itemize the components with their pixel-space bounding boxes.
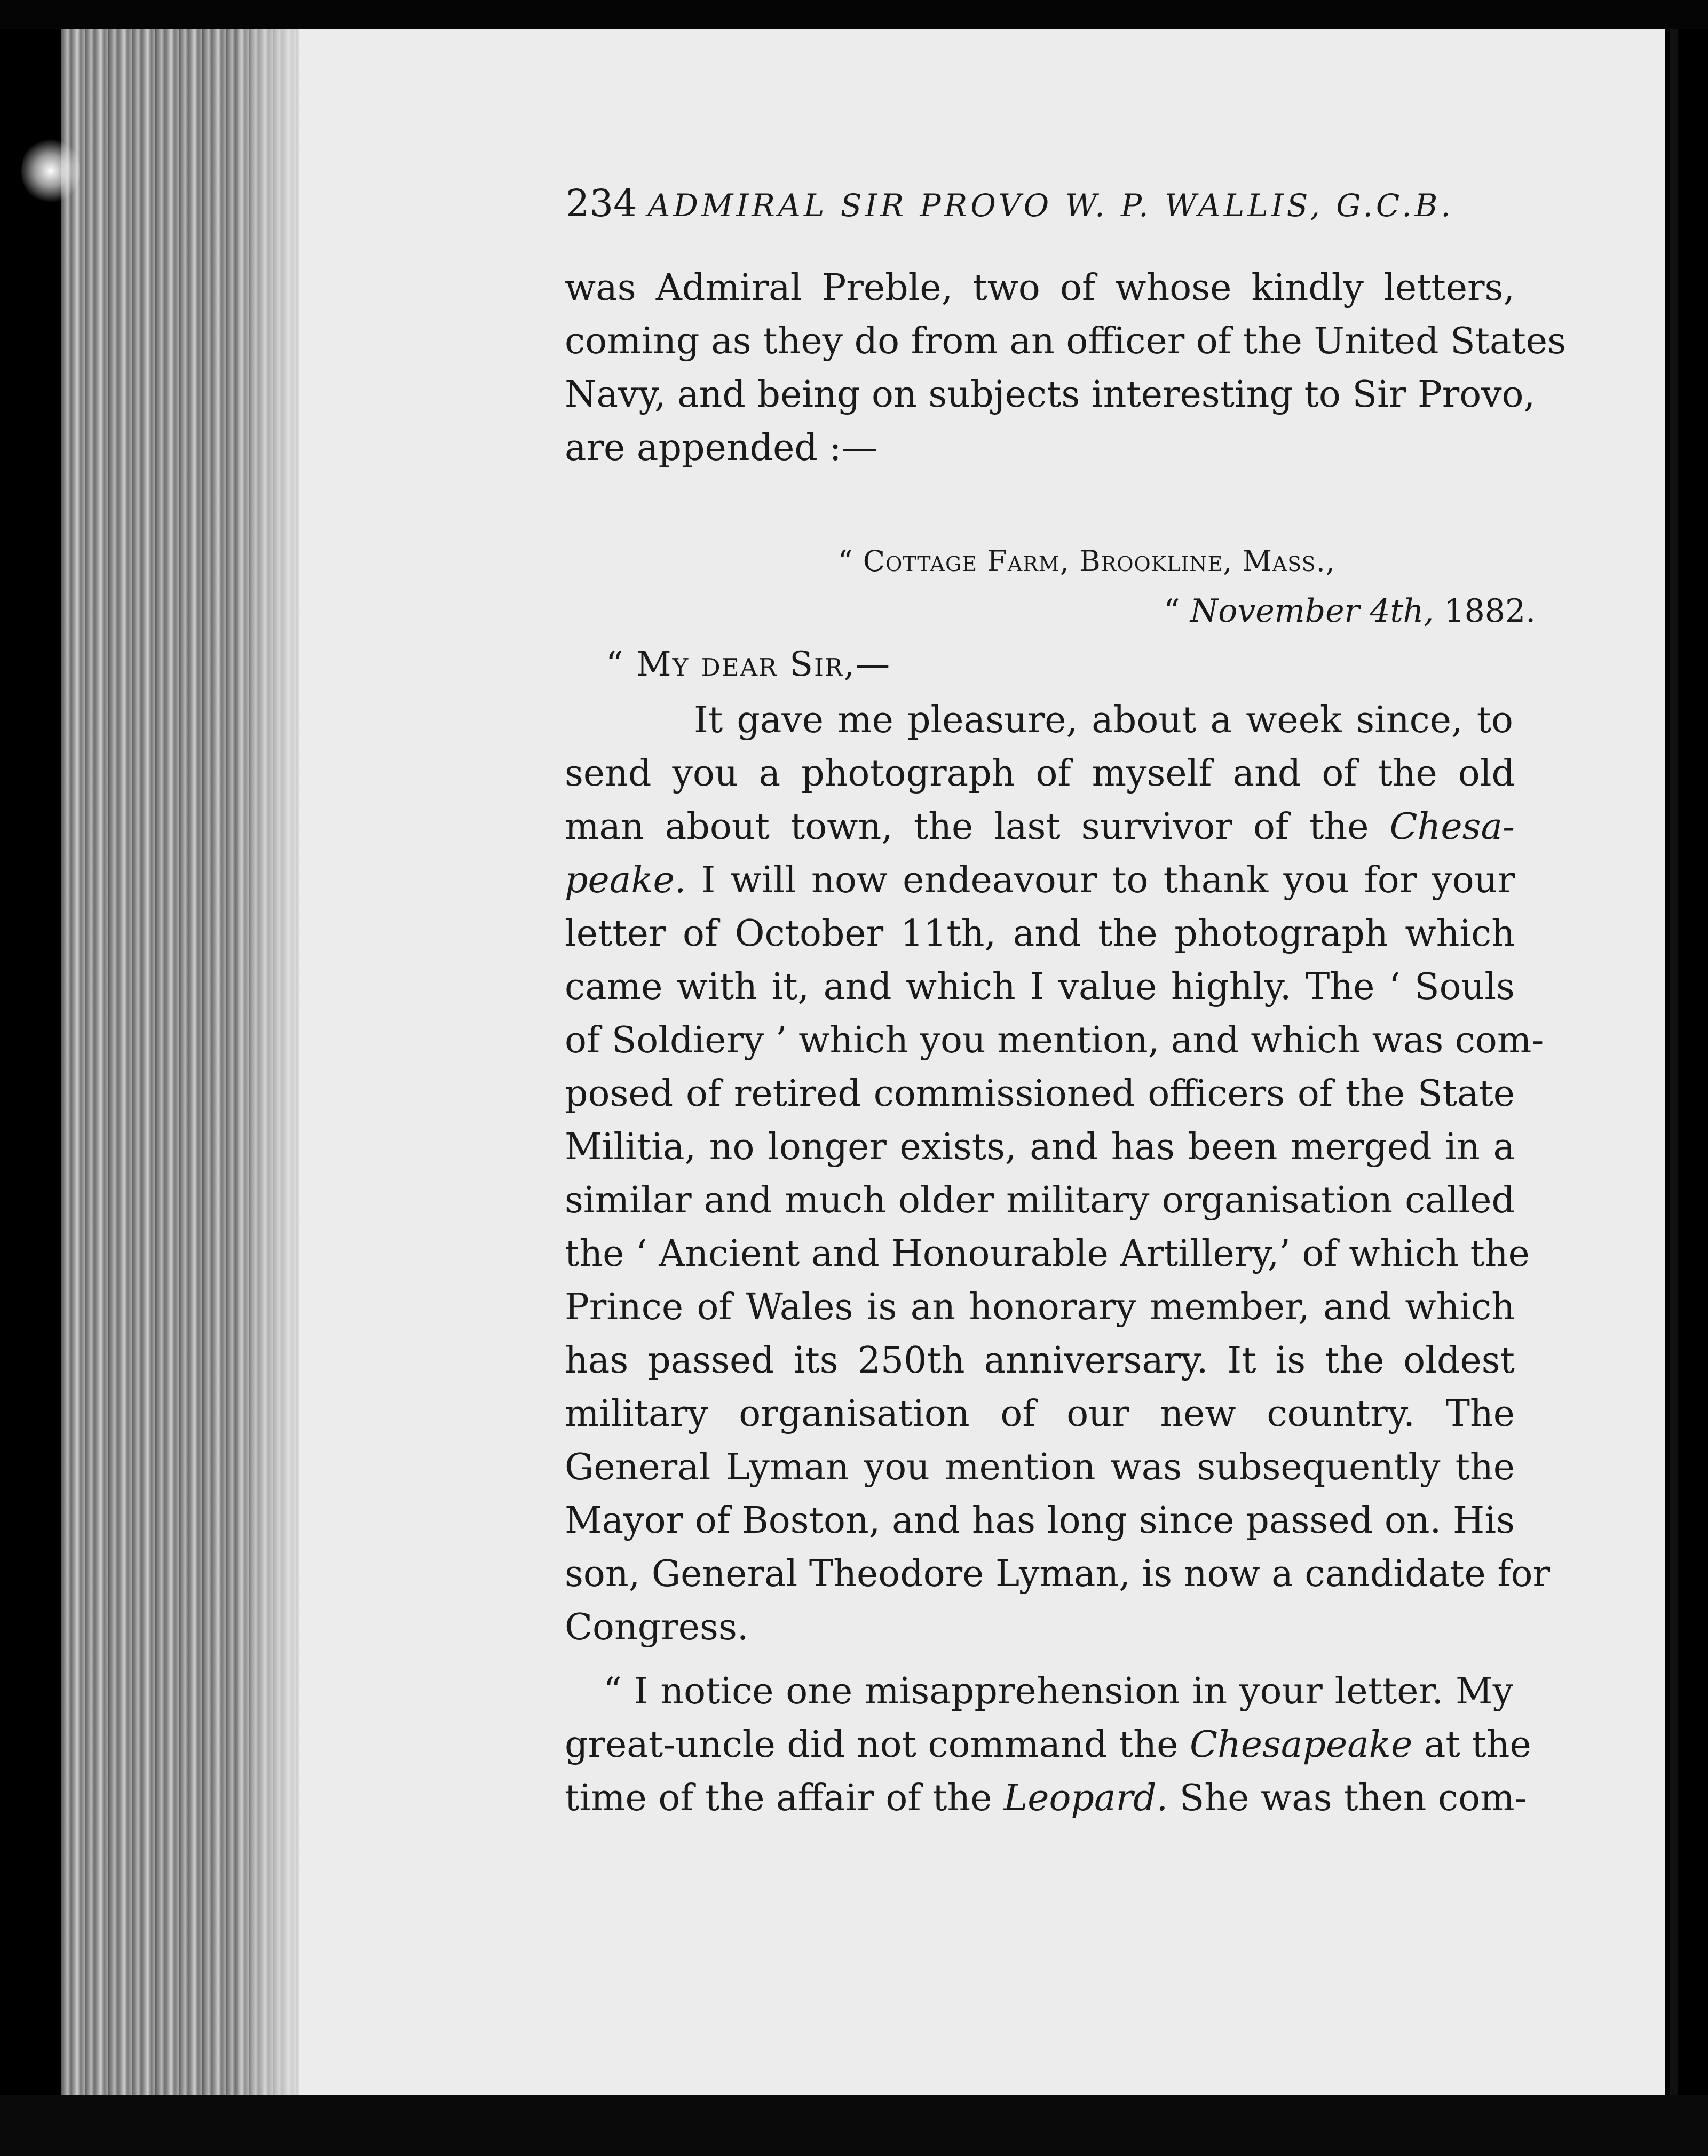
para2-line-2-text: great-uncle did not command the: [565, 1724, 1179, 1766]
intro-line-1: was Admiral Preble, two of whose kindly letters,: [565, 267, 1515, 309]
para2-line-3-text: time of the affair of the: [565, 1777, 992, 1819]
para1-line-1: It gave me pleasure, about a week since, to: [694, 699, 1513, 741]
para2-line-3: [565, 1777, 1527, 1819]
para1-line-10: similar and much older military organisation called: [565, 1179, 1515, 1222]
para1-line-2: send you a photograph of myself and of the old: [565, 752, 1515, 795]
letter-date: [1164, 592, 1536, 630]
para2-line-3-italic: Leopard.: [1003, 1777, 1168, 1819]
para1-line-14: military organisation of our new country. The: [565, 1393, 1515, 1435]
para1-line-9: Militia, no longer exists, and has been merged in a: [565, 1126, 1515, 1168]
page-stack-edge: [61, 29, 312, 2095]
para1-line-12: Prince of Wales is an honorary member, and which: [565, 1286, 1515, 1328]
para1-line-4: [565, 859, 1515, 901]
para2-line-2-end: at the: [1424, 1724, 1531, 1766]
film-border-top: [0, 0, 1708, 29]
date-day: November 4th,: [1190, 592, 1434, 630]
para1-line-18: Congress.: [565, 1606, 749, 1648]
running-title: ADMIRAL SIR PROVO W. P. WALLIS, G.C.B.: [647, 187, 1454, 224]
para1-line-7: of Soldiery ’ which you mention, and which was com-: [565, 1019, 1544, 1061]
para1-line-4-italic: peake.: [565, 859, 686, 901]
letter-address: “ Cottage Farm, Brookline, Mass.,: [838, 544, 1336, 578]
para2-line-2-italic: Chesapeake: [1189, 1724, 1413, 1766]
para2-line-3-end: She was then com-: [1179, 1777, 1527, 1819]
para1-line-3-text: man about town, the last survivor of the: [565, 806, 1369, 848]
para1-line-11: the ‘ Ancient and Honourable Artillery,’ of which the: [565, 1233, 1530, 1275]
para1-line-4-text: I will now endeavour to thank you for your: [701, 859, 1515, 901]
date-prefix: “: [1164, 592, 1180, 630]
intro-line-2: coming as they do from an officer of the United States: [565, 320, 1567, 362]
para1-line-3: [565, 806, 1515, 848]
para1-line-5: letter of October 11th, and the photograph which: [565, 913, 1515, 955]
intro-line-4: are appended :—: [565, 427, 878, 469]
para1-line-17: son, General Theodore Lyman, is now a candidate for: [565, 1553, 1550, 1595]
para1-line-3-italic: Chesa-: [1389, 806, 1515, 848]
para2-line-2: [565, 1724, 1531, 1766]
para1-line-6: came with it, and which I value highly. The ‘ Souls: [565, 966, 1515, 1008]
page-right-edge: [1670, 29, 1678, 2095]
para1-line-8: posed of retired commissioned officers of the State: [565, 1073, 1515, 1115]
para1-line-15: General Lyman you mention was subsequently the: [565, 1446, 1515, 1488]
para1-line-16: Mayor of Boston, and has long since passed on. His: [565, 1500, 1515, 1542]
film-border-bottom: [0, 2095, 1708, 2156]
letter-salutation: “ My dear Sir,—: [606, 645, 891, 684]
para2-line-1: “ I notice one misapprehension in your letter. My: [603, 1670, 1513, 1713]
intro-line-3: Navy, and being on subjects interesting to Sir Provo,: [565, 374, 1536, 416]
date-year: 1882.: [1444, 592, 1536, 630]
para1-line-13: has passed its 250th anniversary. It is the oldest: [565, 1339, 1515, 1382]
light-glare: [21, 136, 80, 205]
page-number: 234: [566, 181, 637, 225]
running-head: [566, 181, 1454, 225]
